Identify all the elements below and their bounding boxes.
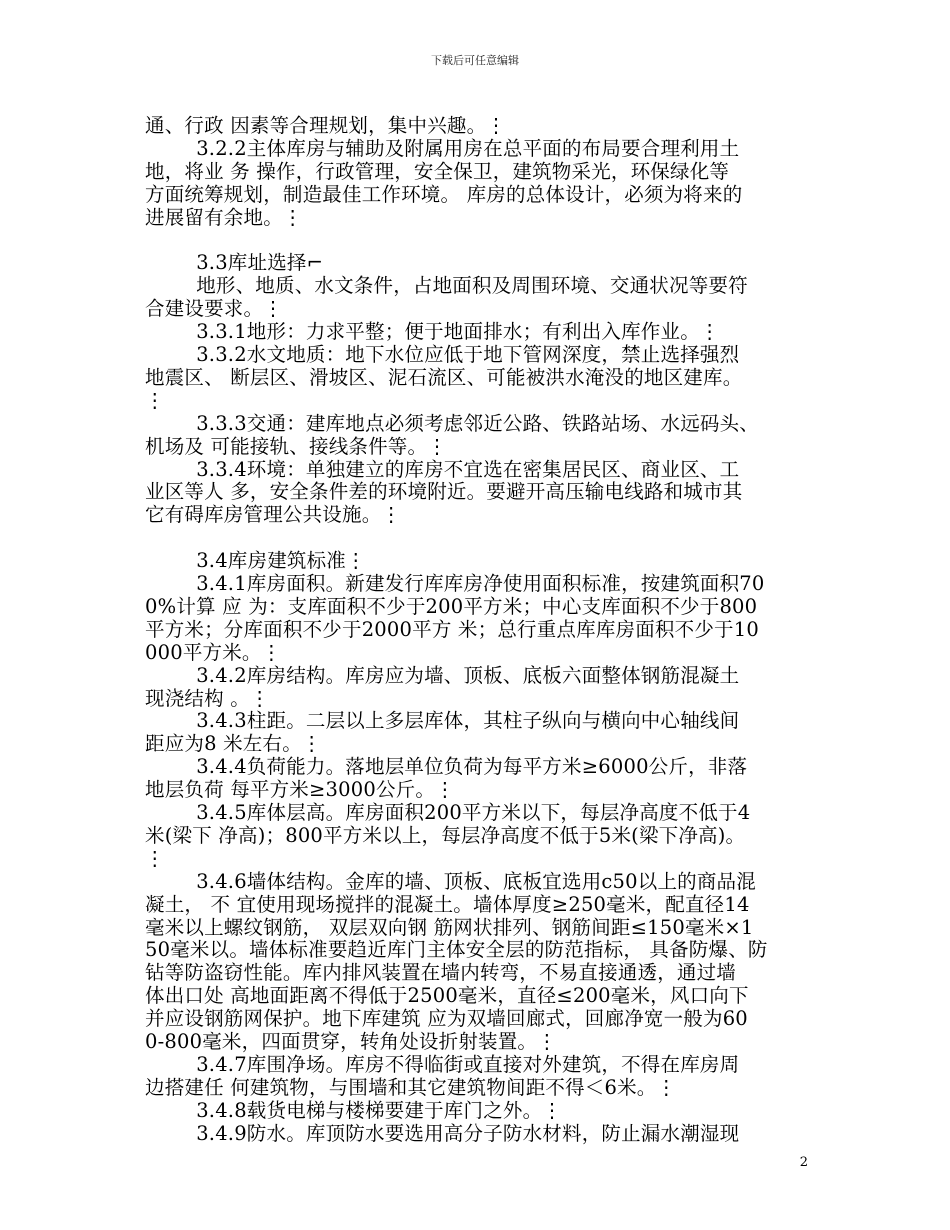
text-line: 3.2.2主体库房与辅助及附属用房在总平面的布局要合理利用土 bbox=[145, 136, 740, 160]
text-line: 3.3库址选择⌐ bbox=[145, 251, 324, 275]
text-line: 0-800毫米，四面贯穿，转角处设折射装置。⋮ bbox=[145, 1030, 557, 1053]
text-line: 3.4.1库房面积。新建发行库库房净使用面积标准，按建筑面积70 bbox=[145, 572, 765, 595]
text-line: 毫米以上螺纹钢筋， 双层双向钢 筋网状排列、钢筋间距≤150毫米×1 bbox=[145, 915, 754, 939]
page-number: 2 bbox=[799, 1155, 808, 1170]
text-line: 3.4.4负荷能力。落地层单位负荷为每平方米≥6000公斤，非落 bbox=[145, 755, 748, 779]
text-line: 3.3.3交通：建库地点必须考虑邻近公路、铁路站场、水远码头、 bbox=[145, 411, 760, 435]
text-line: ⋮ bbox=[145, 846, 165, 870]
text-line: 凝土， 不 宜使用现场搅拌的混凝土。墙体厚度≥250毫米，配直径14 bbox=[145, 892, 750, 916]
text-line: 3.4.3柱距。二层以上多层库体，其柱子纵向与横向中心轴线间 bbox=[145, 709, 740, 733]
text-line: 0%计算 应 为：支库面积不少于200平方米；中心支库面积不少于800 bbox=[145, 594, 758, 618]
text-line: 并应设钢筋网保护。地下库建筑 应为双墙回廊式，回廊净宽一般为60 bbox=[145, 1007, 748, 1031]
text-line: 机场及 可能接轨、接线条件等。⋮ bbox=[145, 434, 447, 458]
text-line: 方面统筹规划，制造最佳工作环境。 库房的总体设计，必须为将来的 bbox=[145, 182, 743, 206]
text-line: 地震区、 断层区、滑坡区、泥石流区、可能被洪水淹没的地区建库。 bbox=[145, 365, 743, 389]
text-line: 通、行政 因素等合理规划，集中兴趣。⋮ bbox=[145, 114, 506, 137]
text-line: 3.3.4环境：单独建立的库房不宜选在密集居民区、商业区、工 bbox=[145, 457, 740, 481]
text-line: 地，将业 务 操作，行政管理，安全保卫，建筑物采光，环保绿化等 bbox=[145, 159, 730, 183]
text-line: 地形、地质、水文条件，占地面积及周围环境、交通状况等要符 bbox=[145, 274, 748, 298]
text-line: 现浇结构 。⋮ bbox=[145, 686, 270, 710]
text-line: 3.4.9防水。库顶防水要选用高分子防水材料，防止漏水潮湿现 bbox=[145, 1121, 740, 1145]
text-line: 3.4.7库围净场。库房不得临街或直接对外建筑，不得在库房周 bbox=[145, 1052, 740, 1076]
text-line: 3.4.5库体层高。库房面积200平方米以下，每层净高度不低于4 bbox=[145, 801, 751, 824]
text-line: 业区等人 多，安全条件差的环境附近。要避开高压输电线路和城市其 bbox=[145, 480, 743, 504]
text-line: 3.4.6墙体结构。金库的墙、顶板、底板宜选用c50以上的商品混 bbox=[145, 869, 756, 893]
text-line: 钻等防盗窃性能。库内排风装置在墙内转弯，不易直接通透，通过墙 bbox=[145, 961, 737, 985]
page-header: 下载后可任意编辑 bbox=[431, 54, 519, 67]
text-line: 000平方米。⋮ bbox=[145, 640, 282, 664]
text-line: 米(梁下 净高)；800平方米以上，每层净高度不低于5米(梁下净高)。 bbox=[145, 823, 746, 847]
text-line: 进展留有余地。⋮ bbox=[145, 205, 303, 229]
text-line: 3.3.1地形：力求平整；便于地面排水；有利出入库作业。⋮ bbox=[145, 320, 720, 344]
text-line: 3.3.2水文地质：地下水位应低于地下管网深度，禁止选择强烈 bbox=[145, 343, 740, 366]
text-line: 平方米；分库面积不少于2000平方 米；总行重点库库房面积不少于10 bbox=[145, 617, 759, 641]
text-line: 3.4.2库房结构。库房应为墙、顶板、底板六面整体钢筋混凝土 bbox=[145, 663, 740, 687]
text-line: 体出口处 高地面距离不得低于2500毫米，直径≤200毫米，风口向下 bbox=[145, 984, 749, 1008]
text-line: 3.4.8载货电梯与楼梯要建于库门之外。⋮ bbox=[145, 1098, 563, 1122]
text-line: 边搭建任 何建筑物，与围墙和其它建筑物间距不得＜6米。⋮ bbox=[145, 1075, 677, 1099]
text-line: 它有碍库房管理公共设施。⋮ bbox=[145, 503, 402, 527]
text-line: 地层负荷 每平方米≥3000公斤。⋮ bbox=[145, 778, 455, 802]
text-line: 距应为8 米左右。⋮ bbox=[145, 732, 322, 756]
text-line: ⋮ bbox=[145, 388, 165, 412]
text-line: 合建设要求。⋮ bbox=[145, 297, 283, 321]
text-line: 50毫米以。墙体标准要趋近库门主体安全层的防范指标， 具备防爆、防 bbox=[145, 938, 768, 962]
text-line: 3.4库房建筑标准⋮ bbox=[145, 549, 366, 573]
